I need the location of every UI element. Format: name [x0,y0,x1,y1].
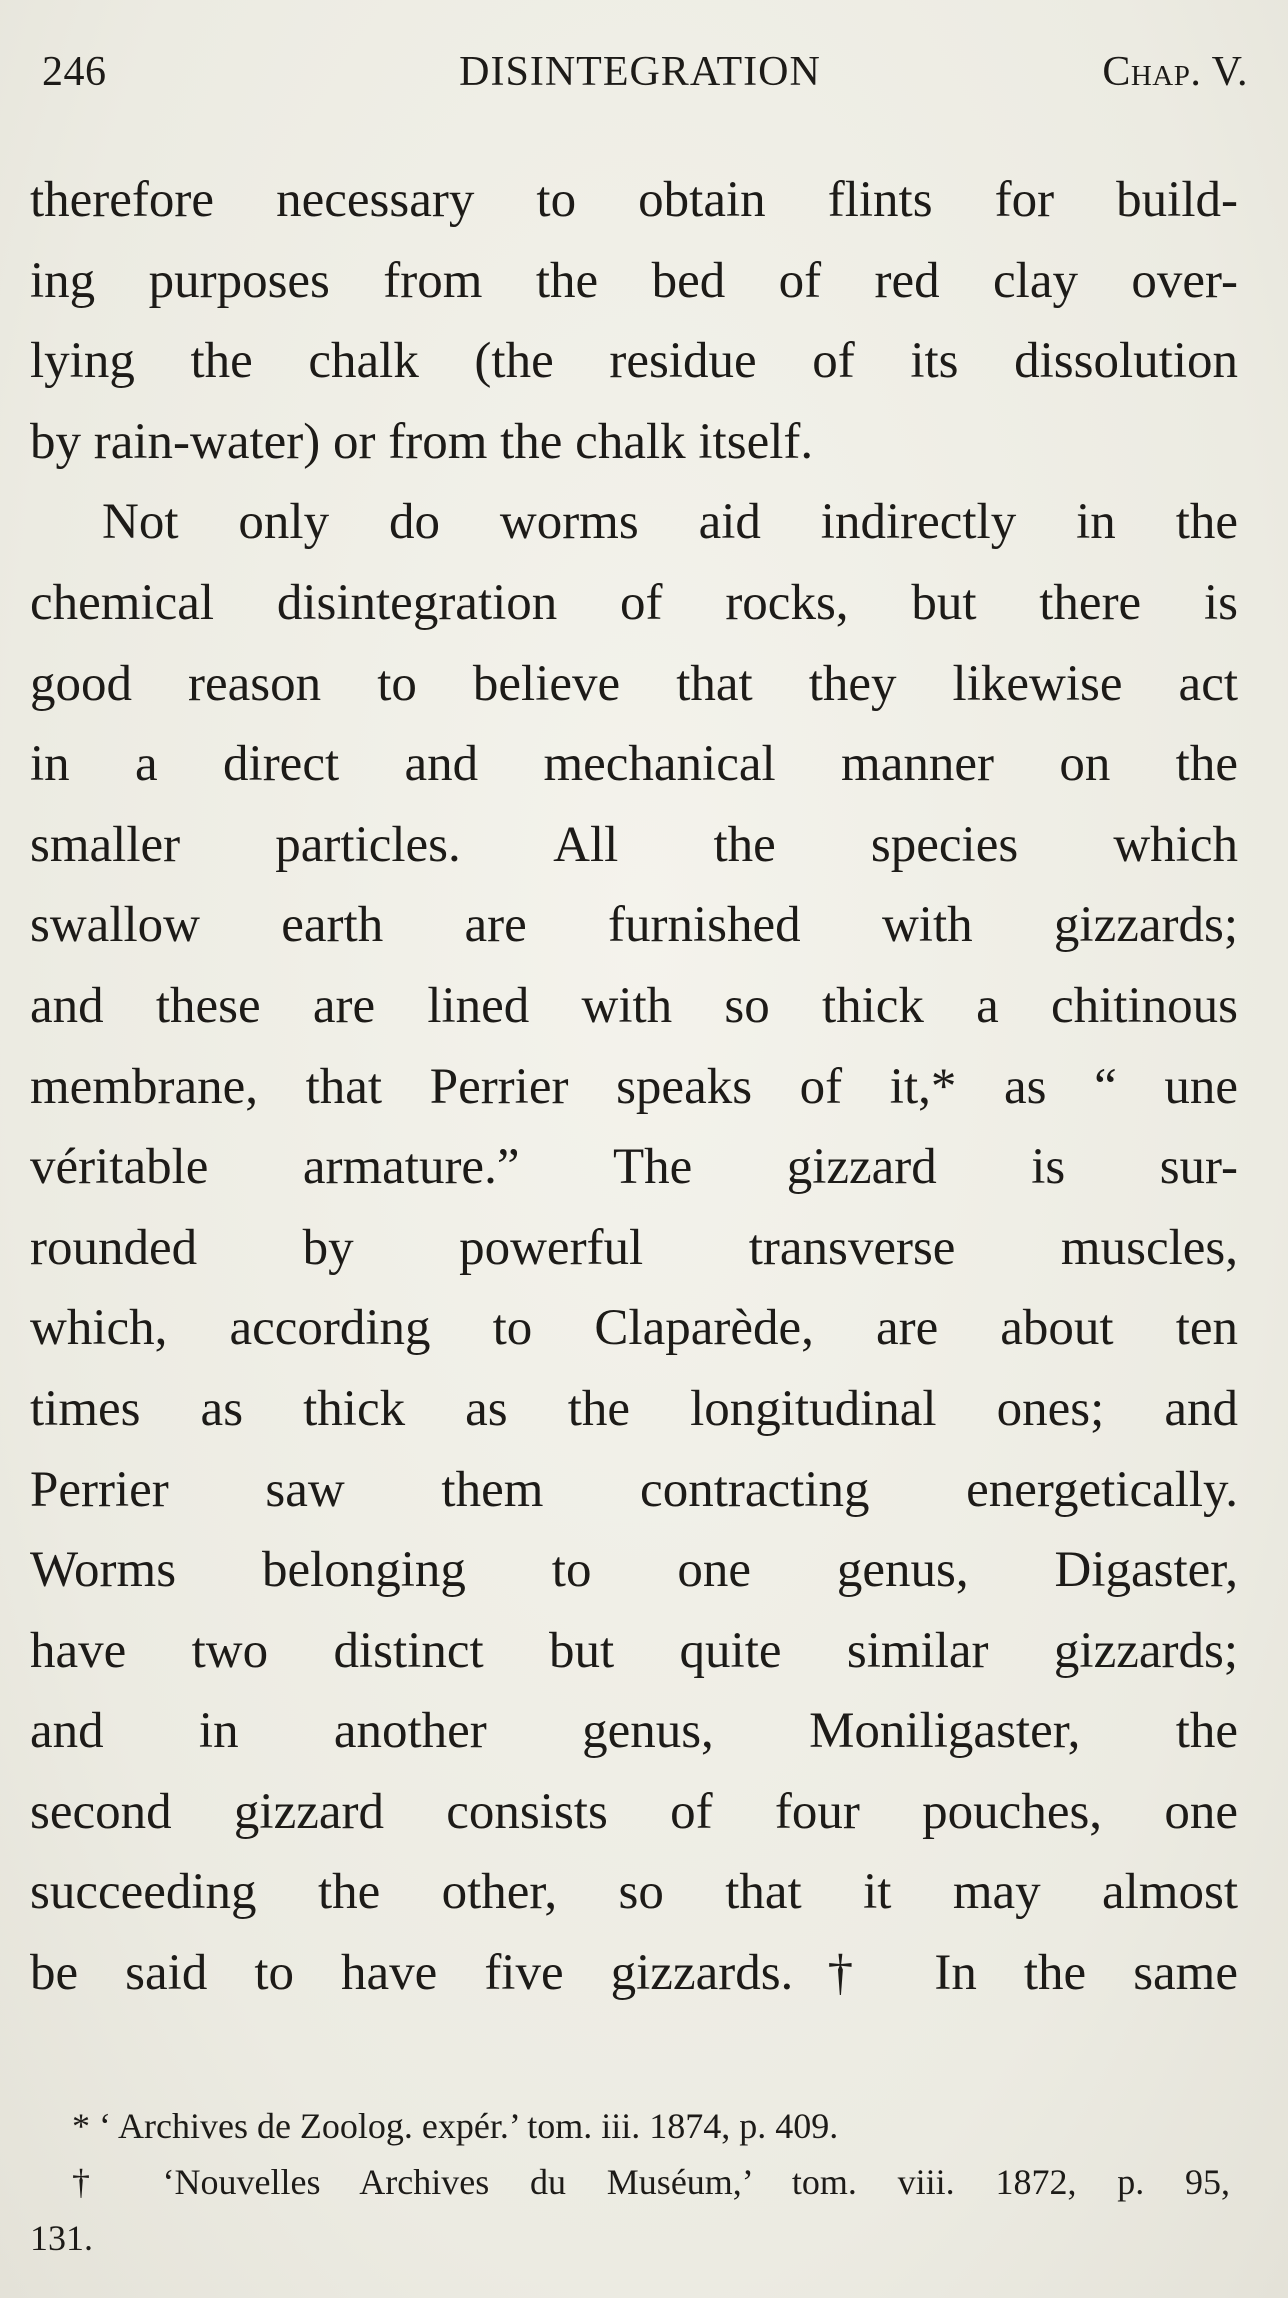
running-header [32,48,1248,108]
text-line: smaller particles. All the species which [30,816,1238,873]
text-line: which, according to Claparède, are about ten [30,1300,1238,1357]
text-line: Worms belonging to one genus, Digaster, [30,1542,1238,1599]
text-line: be said to have five gizzards.† In the same [30,1945,1238,2002]
body-text [30,160,1238,2014]
text-line: véritable armature.” The gizzard is sur- [30,1139,1238,1196]
text-line: second gizzard consists of four pouches, one [30,1783,1238,1840]
footnote-2-continued: 131. [30,2218,93,2258]
text-line: membrane, that Perrier speaks of it,* as “ une [30,1058,1238,1115]
footnotes [30,2098,1230,2266]
text-line: by rain-water) or from the chalk itself. [30,413,814,470]
text-line: Not only do worms aid indirectly in the [102,494,1238,551]
text-line: lying the chalk (the residue of its dissolution [30,333,1238,390]
footnote-2: † ‘Nouvelles Archives du Muséum,’ tom. viii. 1872, p. 95, [72,2162,1230,2202]
text-line: Perrier saw them contracting energetically. [30,1461,1238,1518]
footnote-1: * ‘ Archives de Zoolog. expér.’ tom. iii. 1874, p. 409. [72,2106,839,2146]
text-line: in a direct and mechanical manner on the [30,736,1238,793]
text-line: times as thick as the longitudinal ones; and [30,1380,1238,1437]
text-line: chemical disintegration of rocks, but there is [30,574,1238,631]
text-line: and these are lined with so thick a chitinous [30,977,1238,1034]
page-number: 246 [42,49,107,95]
text-line: succeeding the other, so that it may almost [30,1864,1238,1921]
text-line: have two distinct but quite similar gizzards; [30,1622,1238,1679]
text-line: swallow earth are furnished with gizzards; [30,897,1238,954]
text-line: and in another genus, Moniligaster, the [30,1703,1238,1760]
running-title: DISINTEGRATION [459,49,821,95]
text-line: ing purposes from the bed of red clay over- [30,252,1238,309]
text-line: good reason to believe that they likewise act [30,655,1238,712]
chapter-label: Chap. V. [1102,49,1248,95]
text-line: therefore necessary to obtain flints for build- [30,172,1238,228]
text-line: rounded by powerful transverse muscles, [30,1219,1238,1276]
